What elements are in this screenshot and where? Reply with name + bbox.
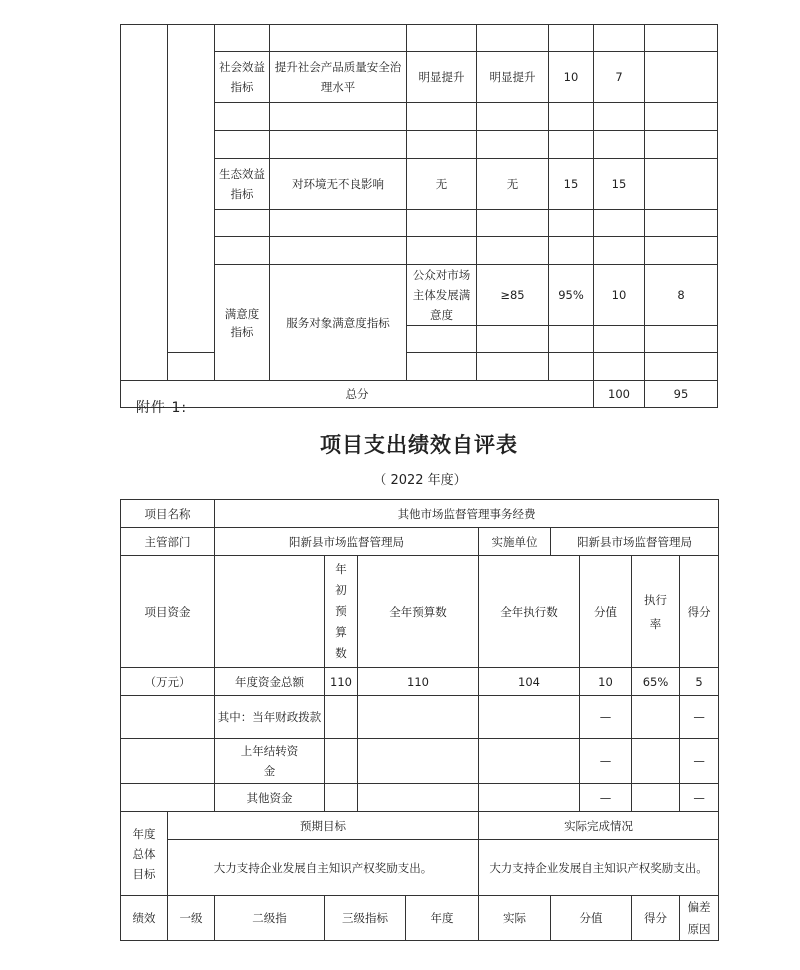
blank-l1-cell xyxy=(121,25,168,381)
eco-indicator: 对环境无不良影响 xyxy=(270,159,407,210)
expected-text: 大力支持企业发展自主知识产权奖励支出。 xyxy=(168,840,479,896)
social-weight: 10 xyxy=(549,52,594,103)
level1-label: 一级 xyxy=(168,896,215,941)
carryover-label: 上年结转资金 xyxy=(215,739,325,784)
expected-label: 预期目标 xyxy=(168,812,479,840)
impl-value: 阳新县市场监督管理局 xyxy=(551,528,719,556)
funds-label: 项目资金 xyxy=(121,556,215,668)
social-score: 7 xyxy=(594,52,645,103)
satisfaction-l2: 服务对象满意度指标 xyxy=(270,265,407,381)
eco-actual: 无 xyxy=(477,159,549,210)
satisfaction-score: 8 xyxy=(645,265,718,326)
eco-target: 无 xyxy=(407,159,477,210)
col-initial-budget: 年初预算数 xyxy=(325,556,358,668)
col-score: 得分 xyxy=(680,556,719,668)
satisfaction-actual: 95% xyxy=(549,265,594,326)
year-label: （ 2022 年度） xyxy=(373,473,467,488)
other-weight-dash: — xyxy=(580,784,632,812)
actual-label: 实际完成情况 xyxy=(479,812,719,840)
total-weight: 100 xyxy=(594,381,645,408)
col-weight: 分值 xyxy=(580,556,632,668)
total-exec: 104 xyxy=(479,668,580,696)
dept-label: 主管部门 xyxy=(121,528,215,556)
social-benefit-category: 社会效益指标 xyxy=(215,52,270,103)
satisfaction-weight: 10 xyxy=(594,265,645,326)
weight-col-label: 分值 xyxy=(551,896,632,941)
dept-value: 阳新县市场监督管理局 xyxy=(215,528,479,556)
social-indicator: 提升社会产品质量安全治理水平 xyxy=(270,52,407,103)
satisfaction-target: ≥85 xyxy=(477,265,549,326)
project-self-evaluation-table xyxy=(120,499,719,941)
unit-label: （万元） xyxy=(121,668,215,696)
total-score: 95 xyxy=(645,381,718,408)
total-initial: 110 xyxy=(325,668,358,696)
actual-text: 大力支持企业发展自主知识产权奖励支出。 xyxy=(479,840,719,896)
total-funds-label: 年度资金总额 xyxy=(215,668,325,696)
project-name: 其他市场监督管理事务经费 xyxy=(215,500,719,528)
social-target: 明显提升 xyxy=(407,52,477,103)
total-rate: 65% xyxy=(632,668,680,696)
deviation-col-label: 偏差原因 xyxy=(680,896,719,941)
col-full-exec: 全年执行数 xyxy=(479,556,580,668)
other-funds-label: 其他资金 xyxy=(215,784,325,812)
annual-label: 年度 xyxy=(406,896,479,941)
project-name-label: 项目名称 xyxy=(121,500,215,528)
attachment-label: 附件 1: xyxy=(136,400,188,416)
performance-table-continued xyxy=(120,24,718,408)
eco-benefit-category: 生态效益指标 xyxy=(215,159,270,210)
satisfaction-l1: 满意度指标 xyxy=(215,265,270,381)
blank-l2-cell xyxy=(168,25,215,353)
carryover-weight-dash: — xyxy=(580,739,632,784)
actual-col-label: 实际 xyxy=(479,896,551,941)
total-weight: 10 xyxy=(580,668,632,696)
level3-label: 三级指标 xyxy=(325,896,406,941)
score-col-label: 得分 xyxy=(632,896,680,941)
impl-label: 实施单位 xyxy=(479,528,551,556)
social-actual: 明显提升 xyxy=(477,52,549,103)
goal-label: 年度总体目标 xyxy=(121,812,168,896)
page-title: 项目支出绩效自评表 xyxy=(320,433,518,457)
total-label: 总分 xyxy=(121,381,594,408)
level2-label: 二级指 xyxy=(215,896,325,941)
fiscal-score-dash: — xyxy=(680,696,719,739)
total-full-budget: 110 xyxy=(358,668,479,696)
total-score: 5 xyxy=(680,668,719,696)
col-exec-rate: 执行率 xyxy=(632,556,680,668)
col-full-budget: 全年预算数 xyxy=(358,556,479,668)
eco-weight: 15 xyxy=(549,159,594,210)
fiscal-label: 其中：当年财政拨款 xyxy=(215,696,325,739)
perf-label: 绩效 xyxy=(121,896,168,941)
carryover-score-dash: — xyxy=(680,739,719,784)
eco-score: 15 xyxy=(594,159,645,210)
other-score-dash: — xyxy=(680,784,719,812)
satisfaction-indicator: 公众对市场主体发展满意度 xyxy=(407,265,477,326)
fiscal-weight-dash: — xyxy=(580,696,632,739)
